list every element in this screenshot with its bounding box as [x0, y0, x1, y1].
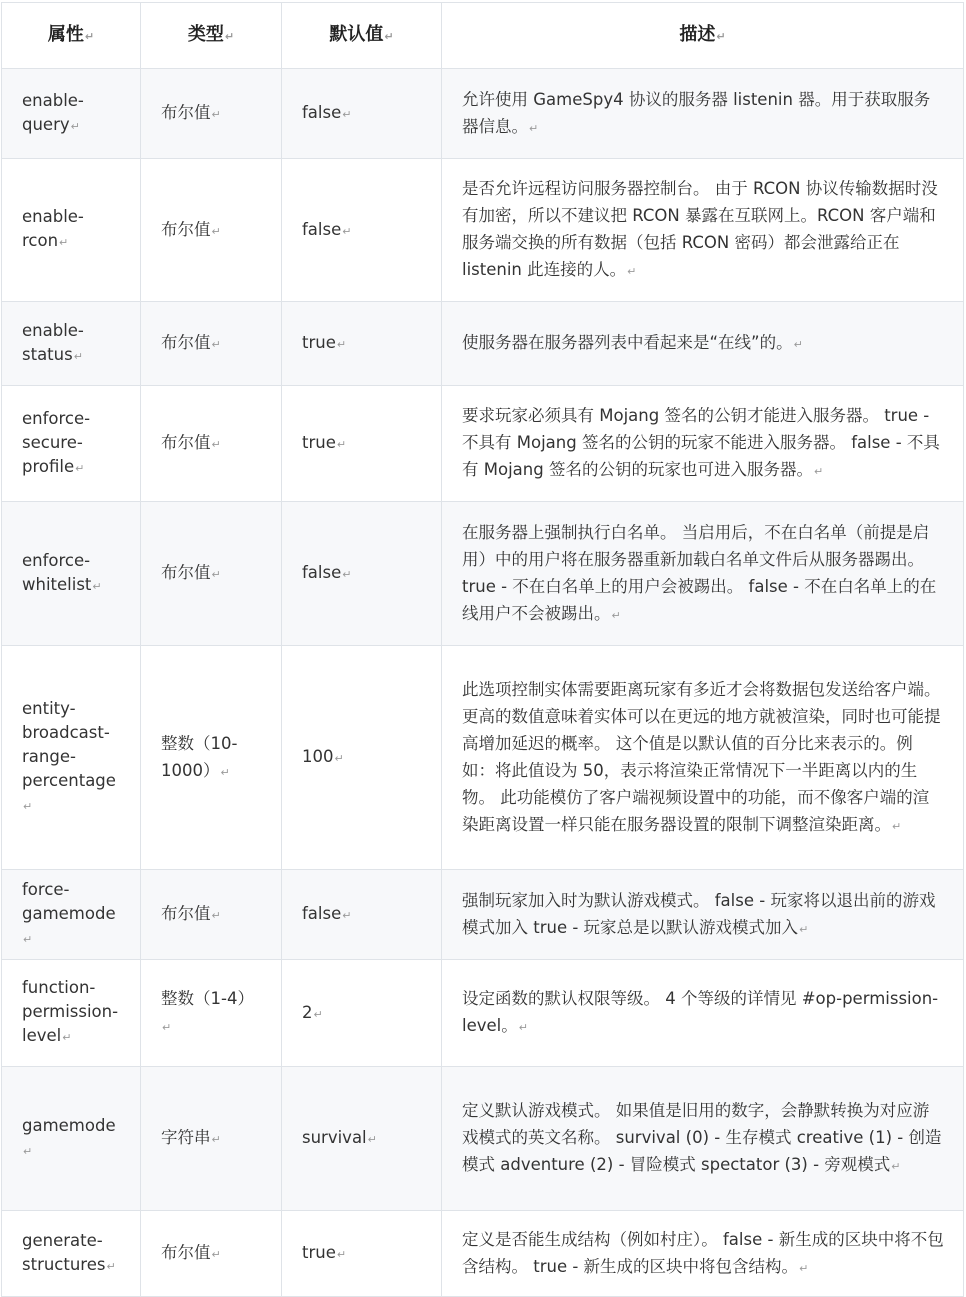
property-description: 定义是否能生成结构（例如村庄）。 false - 新生成的区块中将不包含结构。 true - 新生成的区块中将包含结构。↵ [442, 1211, 964, 1297]
property-name: function-permission-level↵ [2, 960, 141, 1067]
property-type: 布尔值↵ [141, 69, 282, 159]
property-name: enable-query↵ [2, 69, 141, 159]
property-description: 强制玩家加入时为默认游戏模式。 false - 玩家将以退出前的游戏模式加入 true - 玩家总是以默认游戏模式加入↵ [442, 870, 964, 960]
property-type: 布尔值↵ [141, 159, 282, 302]
table-row [2, 646, 964, 870]
property-default: false↵ [282, 159, 442, 302]
property-default: survival↵ [282, 1067, 442, 1211]
header-type: 类型↵ [141, 3, 282, 69]
property-default: 100↵ [282, 646, 442, 870]
property-name: enable-status↵ [2, 302, 141, 386]
property-default: false↵ [282, 69, 442, 159]
table-row [2, 302, 964, 386]
property-default: true↵ [282, 1211, 442, 1297]
property-name: entity-broadcast-range-percentage↵ [2, 646, 141, 870]
property-description: 是否允许远程访问服务器控制台。 由于 RCON 协议传输数据时没有加密，所以不建议把 RCON 暴露在互联网上。RCON 客户端和服务端交换的所有数据（包括 RCON 密码）都会泄露给正在 listenin 此连接的人。↵ [442, 159, 964, 302]
property-type: 整数（10-1000）↵ [141, 646, 282, 870]
property-default: false↵ [282, 870, 442, 960]
property-type: 布尔值↵ [141, 386, 282, 502]
table-row [2, 502, 964, 646]
property-type: 整数（1-4）↵ [141, 960, 282, 1067]
property-name: enable-rcon↵ [2, 159, 141, 302]
property-name: gamemode↵ [2, 1067, 141, 1211]
header-description: 描述↵ [442, 3, 964, 69]
property-type: 布尔值↵ [141, 1211, 282, 1297]
property-name: force-gamemode↵ [2, 870, 141, 960]
table-row [2, 1211, 964, 1297]
property-type: 布尔值↵ [141, 502, 282, 646]
property-type: 布尔值↵ [141, 302, 282, 386]
property-type: 字符串↵ [141, 1067, 282, 1211]
property-name: enforce-whitelist↵ [2, 502, 141, 646]
property-default: 2↵ [282, 960, 442, 1067]
property-description: 在服务器上强制执行白名单。 当启用后，不在白名单（前提是启用）中的用户将在服务器重新加载白名单文件后从服务器踢出。 true - 不在白名单上的用户会被踢出。 false - 不在白名单上的在线用户不会被踢出。↵ [442, 502, 964, 646]
property-description: 定义默认游戏模式。 如果值是旧用的数字，会静默转换为对应游戏模式的英文名称。 survival (0) - 生存模式 creative (1) - 创造模式 adventure (2) - 冒险模式 spectator (3) - 旁观模式↵ [442, 1067, 964, 1211]
property-default: false↵ [282, 502, 442, 646]
header-property: 属性↵ [2, 3, 141, 69]
table-row [2, 159, 964, 302]
table-row [2, 1067, 964, 1211]
table-row [2, 69, 964, 159]
property-type: 布尔值↵ [141, 870, 282, 960]
property-name: enforce-secure-profile↵ [2, 386, 141, 502]
property-default: true↵ [282, 302, 442, 386]
header-row [2, 3, 964, 69]
table-row [2, 870, 964, 960]
property-description: 要求玩家必须具有 Mojang 签名的公钥才能进入服务器。 true - 不具有 Mojang 签名的公钥的玩家不能进入服务器。 false - 不具有 Mojang 签名的公钥的玩家也可进入服务器。↵ [442, 386, 964, 502]
property-description: 使服务器在服务器列表中看起来是“在线”的。↵ [442, 302, 964, 386]
server-properties-table [1, 2, 964, 1297]
property-description: 此选项控制实体需要距离玩家有多近才会将数据包发送给客户端。更高的数值意味着实体可以在更远的地方就被渲染，同时也可能提高增加延迟的概率。 这个值是以默认值的百分比来表示的。例如：将此值设为 50，表示将渲染正常情况下一半距离以内的生物。 此功能模仿了客户端视频设置中的功能，而不像客户端的渲染距离设置一样只能在服务器设置的限制下调整渲染距离。↵ [442, 646, 964, 870]
property-default: true↵ [282, 386, 442, 502]
table-row [2, 386, 964, 502]
property-description: 设定函数的默认权限等级。 4 个等级的详情见 #op-permission-level。↵ [442, 960, 964, 1067]
table-row [2, 960, 964, 1067]
property-name: generate-structures↵ [2, 1211, 141, 1297]
header-default: 默认值↵ [282, 3, 442, 69]
property-description: 允许使用 GameSpy4 协议的服务器 listenin 器。用于获取服务器信息。↵ [442, 69, 964, 159]
